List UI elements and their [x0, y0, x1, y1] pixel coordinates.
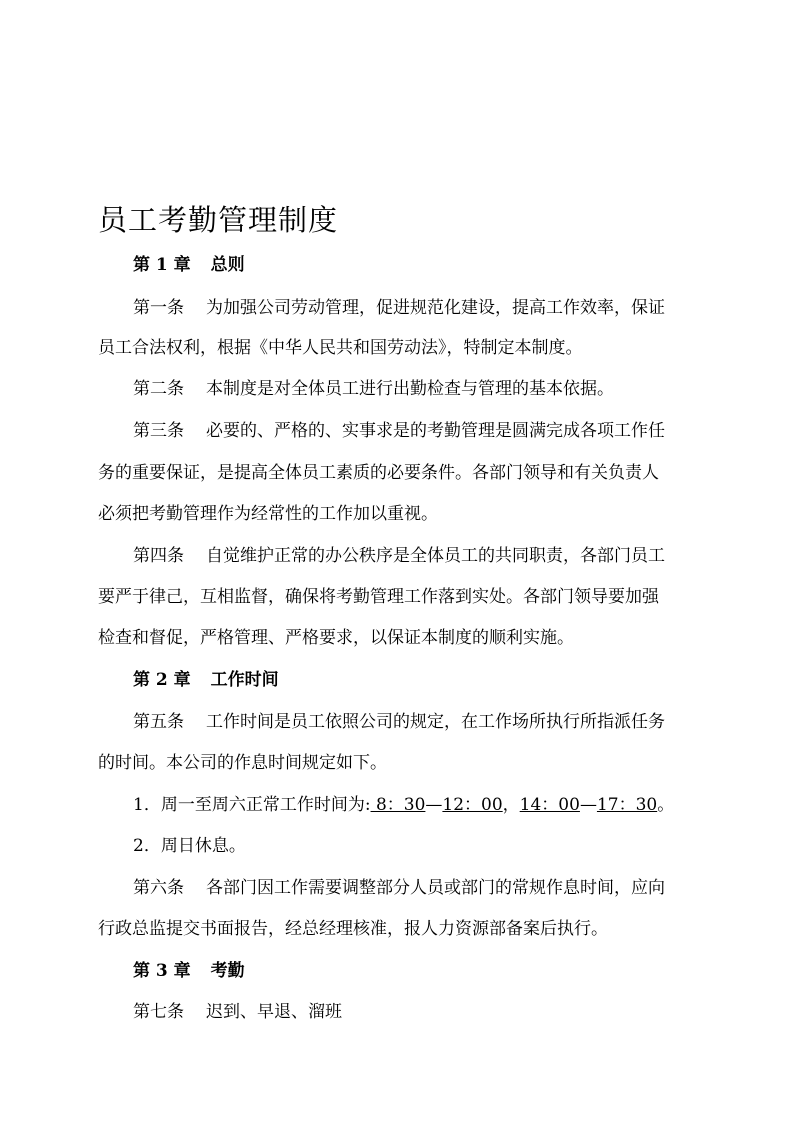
chapter-title: 考勤 — [210, 961, 245, 981]
article-continuation: 的时间。本公司的作息时间规定如下。 — [98, 753, 387, 773]
schedule-item — [133, 793, 674, 817]
chapter-heading — [133, 253, 245, 277]
article-continuation: 员工合法权利，根据《中华人民共和国劳动法》，特制定本制度。 — [98, 338, 583, 358]
article-continuation: 检查和督促，严格管理、严格要求，以保证本制度的顺利实施。 — [98, 628, 574, 648]
schedule-prefix: 1．周一至周六正常工作时间为: — [133, 795, 371, 815]
article-line — [133, 544, 665, 568]
chapter-number: 第 3 章 — [133, 961, 191, 981]
article-continuation: 必须把考勤管理作为经常性的工作加以重视。 — [98, 504, 438, 524]
article-line — [133, 419, 665, 443]
chapter-number: 第 1 章 — [133, 255, 191, 275]
chapter-heading — [133, 959, 245, 983]
article-line — [133, 710, 665, 734]
schedule-time: 12：00 — [442, 795, 503, 815]
article-text: 各部门因工作需要调整部分人员或部门的常规作息时间，应向 — [206, 878, 665, 898]
schedule-time: 8：30 — [370, 795, 426, 815]
article-label: 第五条 — [133, 712, 184, 732]
article-label: 第六条 — [133, 878, 184, 898]
article-label: 第二条 — [133, 379, 184, 399]
schedule-comma: ， — [502, 795, 520, 815]
article-label: 第七条 — [133, 1002, 184, 1022]
article-text: 为加强公司劳动管理，促进规范化建设，提高工作效率，保证 — [206, 298, 665, 318]
article-line — [133, 1000, 342, 1024]
article-label: 第三条 — [133, 421, 184, 441]
chapter-heading — [133, 668, 279, 692]
article-text: 工作时间是员工依照公司的规定，在工作场所执行所指派任务 — [206, 712, 665, 732]
article-line — [133, 377, 614, 401]
article-text: 自觉维护正常的办公秩序是全体员工的共同职责，各部门员工 — [206, 546, 665, 566]
schedule-separator: — — [425, 795, 443, 815]
article-continuation: 要严于律己，互相监督，确保将考勤管理工作落到实处。各部门领导要加强 — [98, 587, 659, 607]
article-text: 本制度是对全体员工进行出勤检查与管理的基本依据。 — [206, 379, 614, 399]
schedule-item: 2．周日休息。 — [133, 836, 246, 856]
schedule-time: 14：00 — [519, 795, 580, 815]
document-title: 员工考勤管理制度 — [98, 203, 339, 237]
article-continuation: 务的重要保证，是提高全体员工素质的必要条件。各部门领导和有关负责人 — [98, 463, 659, 483]
article-line — [133, 876, 665, 900]
schedule-time: 17：30 — [596, 795, 658, 815]
schedule-separator: — — [579, 795, 597, 815]
article-label: 第四条 — [133, 546, 184, 566]
article-text: 迟到、早退、溜班 — [206, 1002, 342, 1022]
chapter-title: 总则 — [210, 255, 245, 275]
article-text: 必要的、严格的、实事求是的考勤管理是圆满完成各项工作任 — [206, 421, 665, 441]
schedule-end: 。 — [657, 795, 675, 815]
chapter-title: 工作时间 — [210, 670, 279, 690]
chapter-number: 第 2 章 — [133, 670, 191, 690]
article-continuation: 行政总监提交书面报告，经总经理核准，报人力资源部备案后执行。 — [98, 919, 608, 939]
article-line — [133, 296, 665, 320]
article-label: 第一条 — [133, 298, 184, 318]
